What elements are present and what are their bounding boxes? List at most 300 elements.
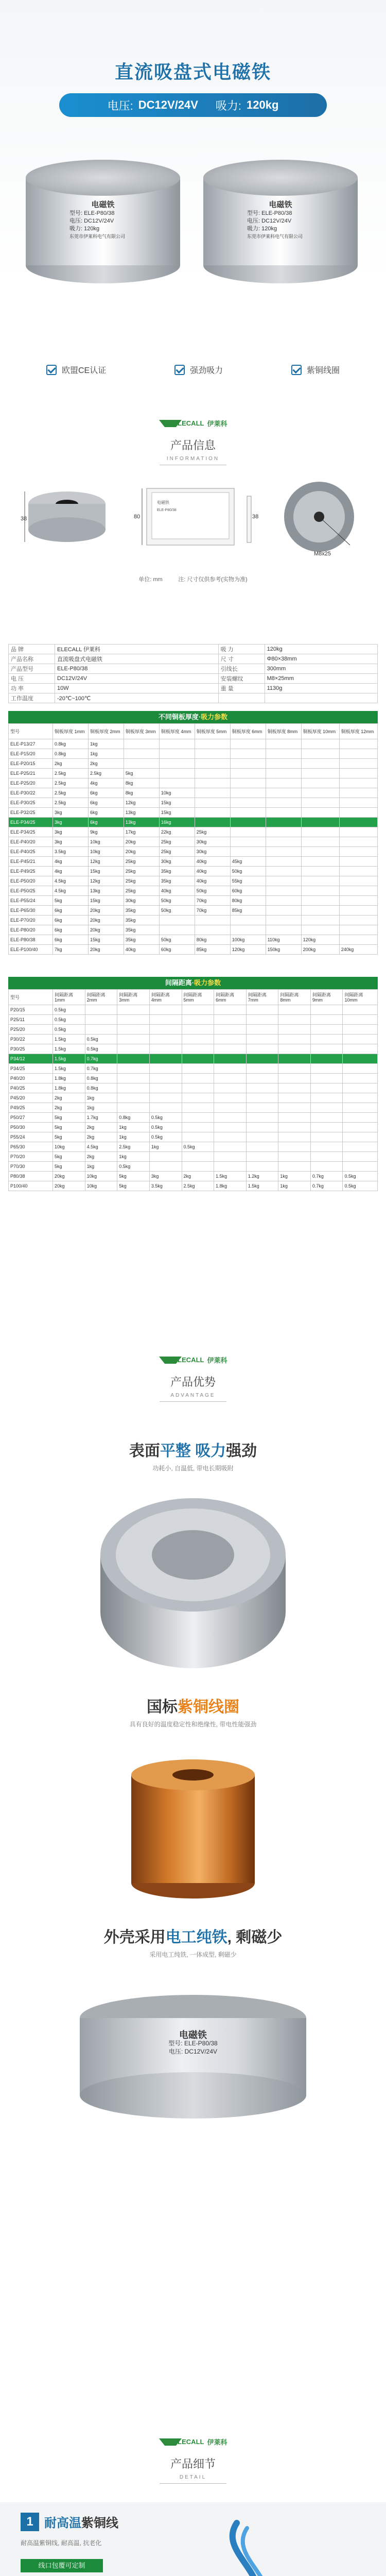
value-cell: 0.5kg <box>53 1015 85 1025</box>
value-cell <box>301 916 339 925</box>
value-cell <box>182 1123 214 1132</box>
value-cell <box>301 808 339 818</box>
table-row <box>9 808 378 818</box>
value-cell <box>85 1005 117 1015</box>
value-cell: 40kg <box>124 945 159 955</box>
spec-value: DC12V/24V <box>55 674 219 684</box>
value-cell <box>214 1123 247 1132</box>
value-cell: 50kg <box>195 886 230 896</box>
value-cell <box>310 1132 343 1142</box>
value-cell: 4.5kg <box>85 1142 117 1152</box>
spec-value: 1130g <box>265 684 377 693</box>
model-cell: P80/38 <box>9 1172 53 1181</box>
value-cell <box>339 886 377 896</box>
value-cell: 2kg <box>182 1172 214 1181</box>
value-cell <box>343 1025 378 1035</box>
value-cell: 85kg <box>195 945 230 955</box>
value-cell <box>246 1035 278 1044</box>
value-cell <box>301 759 339 769</box>
model-cell: P40/20 <box>9 1074 53 1083</box>
model-cell: ELE-P49/25 <box>9 867 53 876</box>
table-row <box>9 1093 378 1103</box>
value-cell <box>339 827 377 837</box>
value-cell: 0.5kg <box>343 1181 378 1191</box>
value-cell <box>266 857 301 867</box>
column-header: 铜板厚度 4mm <box>159 724 195 739</box>
hero-product-images <box>21 149 365 304</box>
value-cell <box>310 1054 343 1064</box>
value-cell <box>278 1093 310 1103</box>
table2-title-bar: 间隔距离·吸力参数 <box>8 977 378 989</box>
spec-value <box>265 693 377 703</box>
value-cell <box>278 1162 310 1172</box>
model-cell: ELE-P34/25 <box>9 827 53 837</box>
value-cell <box>278 1015 310 1025</box>
model-cell: ELE-P40/25 <box>9 847 53 857</box>
magnet-side-image <box>80 1974 306 2119</box>
table-row <box>9 1005 378 1015</box>
value-cell: 0.5kg <box>343 1172 378 1181</box>
value-cell <box>117 1083 150 1093</box>
value-cell: 120kg <box>301 935 339 945</box>
table-row <box>9 867 378 876</box>
value-cell <box>230 808 266 818</box>
voltage-value: DC12V/24V <box>138 98 198 111</box>
value-cell <box>266 906 301 916</box>
value-cell: 0.5kg <box>85 1035 117 1044</box>
column-header: 铜板厚度 2mm <box>88 724 124 739</box>
detail-card-1 <box>0 2502 386 2576</box>
feature-ce: 欧盟CE认证 <box>46 364 106 376</box>
value-cell: 1.5kg <box>214 1172 247 1181</box>
value-cell: 7kg <box>53 945 89 955</box>
value-cell <box>149 1044 182 1054</box>
value-cell: 22kg <box>159 827 195 837</box>
value-cell: 1.5kg <box>53 1054 85 1064</box>
magnet-label: 电磁铁 型号: ELE-P80/38 电压: DC12V/24V 吸力: 120kg 东莞市伊莱科电气有限公司 <box>69 200 126 239</box>
value-cell <box>246 1044 278 1054</box>
value-cell: 40kg <box>195 867 230 876</box>
table-row <box>9 857 378 867</box>
feature-force: 强劲吸力 <box>174 364 223 376</box>
value-cell: 60kg <box>230 886 266 896</box>
value-cell: 3.5kg <box>53 847 89 857</box>
value-cell: 2.5kg <box>53 798 89 808</box>
value-cell <box>343 1093 378 1103</box>
model-cell: ELE-P50/25 <box>9 886 53 896</box>
value-cell: 0.5kg <box>85 1044 117 1054</box>
value-cell <box>266 886 301 896</box>
value-cell <box>214 1064 247 1074</box>
value-cell: 3.5kg <box>149 1181 182 1191</box>
value-cell: 0.5kg <box>149 1132 182 1142</box>
model-cell: P25/20 <box>9 1025 53 1035</box>
model-cell: P70/30 <box>9 1162 53 1172</box>
value-cell <box>182 1132 214 1142</box>
value-cell <box>310 1123 343 1132</box>
model-cell: P65/30 <box>9 1142 53 1152</box>
value-cell <box>266 759 301 769</box>
advantage-sub-1: 功耗小, 自温低, 带电长期吸附 <box>152 1464 234 1472</box>
value-cell: 6kg <box>53 916 89 925</box>
unit-note: 单位: mm 注: 尺寸仅供参考(实物为准) <box>138 577 248 583</box>
value-cell: 15kg <box>88 935 124 945</box>
value-cell: 5kg <box>53 1152 85 1162</box>
value-cell: 3kg <box>53 808 89 818</box>
model-cell: ELE-P40/20 <box>9 837 53 847</box>
value-cell <box>230 788 266 798</box>
table-row <box>9 1132 378 1142</box>
value-cell <box>266 739 301 749</box>
model-cell: ELE-P34/25 <box>9 818 53 827</box>
value-cell <box>246 1083 278 1093</box>
value-cell <box>214 1152 247 1162</box>
value-cell <box>310 1025 343 1035</box>
value-cell: 16kg <box>159 818 195 827</box>
value-cell <box>278 1064 310 1074</box>
advantage-headline-3: 外壳采用电工纯铁, 剩磁少 <box>103 1928 283 1946</box>
model-cell: P100/40 <box>9 1181 53 1191</box>
value-cell <box>182 1074 214 1083</box>
spec-key: 电 压 <box>9 674 55 684</box>
advantage-section <box>0 1355 386 2119</box>
value-cell <box>182 1005 214 1015</box>
value-cell <box>266 876 301 886</box>
table-row <box>9 1083 378 1093</box>
value-cell: 45kg <box>230 857 266 867</box>
value-cell <box>214 1083 247 1093</box>
value-cell: 5kg <box>117 1172 150 1181</box>
value-cell <box>182 1035 214 1044</box>
value-cell <box>117 1035 150 1044</box>
table-row <box>9 739 378 749</box>
value-cell <box>310 1044 343 1054</box>
value-cell <box>246 1113 278 1123</box>
value-cell <box>149 1005 182 1015</box>
value-cell: 0.5kg <box>53 1025 85 1035</box>
column-header: 间隔距离 7mm <box>246 990 278 1005</box>
value-cell <box>266 769 301 778</box>
value-cell: 5kg <box>117 1181 150 1191</box>
value-cell <box>266 867 301 876</box>
column-header-model: 型号 <box>9 990 53 1005</box>
column-header: 间隔距离 1mm <box>53 990 85 1005</box>
model-cell: P20/15 <box>9 1005 53 1015</box>
value-cell <box>149 1074 182 1083</box>
value-cell <box>230 827 266 837</box>
value-cell <box>301 788 339 798</box>
value-cell: 6kg <box>53 906 89 916</box>
model-cell: ELE-P25/21 <box>9 769 53 778</box>
value-cell <box>278 1113 310 1123</box>
spec-table <box>8 644 378 703</box>
value-cell <box>339 759 377 769</box>
magnet-side-label: 电磁铁 型号: ELE-P80/38 电压: DC12V/24V <box>168 2029 218 2055</box>
detail-title-1: 1 耐高温 紫铜线 <box>21 2513 118 2531</box>
value-cell <box>266 798 301 808</box>
value-cell: 70kg <box>195 896 230 906</box>
spec-key: 品 牌 <box>9 645 55 654</box>
value-cell <box>343 1132 378 1142</box>
model-cell: P50/27 <box>9 1113 53 1123</box>
column-header: 间隔距离 2mm <box>85 990 117 1005</box>
value-cell: 120kg <box>230 945 266 955</box>
value-cell: 20kg <box>53 1181 85 1191</box>
model-cell: ELE-P65/30 <box>9 906 53 916</box>
model-cell: P45/20 <box>9 1093 53 1103</box>
value-cell: 0.7kg <box>85 1064 117 1074</box>
value-cell <box>301 739 339 749</box>
value-cell: 6kg <box>88 798 124 808</box>
value-cell <box>301 886 339 896</box>
value-cell <box>246 1064 278 1074</box>
spec-key <box>218 693 265 703</box>
value-cell: 4kg <box>53 867 89 876</box>
value-cell <box>343 1113 378 1123</box>
value-cell <box>301 749 339 759</box>
value-cell: 1kg <box>278 1181 310 1191</box>
value-cell: 4kg <box>88 778 124 788</box>
table-row <box>9 818 378 827</box>
table-row <box>9 1162 378 1172</box>
value-cell <box>301 798 339 808</box>
value-cell <box>159 749 195 759</box>
value-cell: 40kg <box>195 857 230 867</box>
value-cell: 35kg <box>124 906 159 916</box>
divider <box>160 1401 226 1402</box>
value-cell <box>214 1162 247 1172</box>
value-cell <box>214 1044 247 1054</box>
table-row <box>9 1074 378 1083</box>
table-row <box>9 1025 378 1035</box>
value-cell <box>278 1044 310 1054</box>
value-cell: 0.7kg <box>85 1054 117 1064</box>
value-cell <box>343 1103 378 1113</box>
detail-section <box>0 2437 386 2576</box>
value-cell <box>266 827 301 837</box>
value-cell <box>117 1103 150 1113</box>
value-cell <box>266 847 301 857</box>
value-cell: 15kg <box>88 867 124 876</box>
table-row <box>9 1123 378 1132</box>
column-header: 间隔距离 4mm <box>149 990 182 1005</box>
value-cell <box>182 1093 214 1103</box>
section-subtitle: ADVANTAGE <box>170 1392 216 1398</box>
value-cell: 2kg <box>88 759 124 769</box>
value-cell: 1kg <box>149 1142 182 1152</box>
column-header: 间隔距离 9mm <box>310 990 343 1005</box>
value-cell <box>278 1132 310 1142</box>
value-cell <box>182 1064 214 1074</box>
spec-row <box>9 664 378 674</box>
value-cell: 10kg <box>159 788 195 798</box>
value-cell <box>117 1015 150 1025</box>
value-cell <box>310 1162 343 1172</box>
value-cell <box>266 778 301 788</box>
value-cell: 2.5kg <box>117 1142 150 1152</box>
value-cell <box>343 1064 378 1074</box>
value-cell: 20kg <box>124 837 159 847</box>
value-cell <box>214 1035 247 1044</box>
value-cell <box>339 916 377 925</box>
value-cell <box>278 1103 310 1113</box>
value-cell <box>278 1074 310 1083</box>
value-cell: 1.5kg <box>246 1181 278 1191</box>
model-cell: ELE-P15/20 <box>9 749 53 759</box>
value-cell <box>117 1064 150 1074</box>
value-cell <box>343 1083 378 1093</box>
value-cell <box>195 818 230 827</box>
value-cell: 3kg <box>149 1172 182 1181</box>
svg-text:电磁铁: 电磁铁 <box>157 500 169 505</box>
model-cell: P49/25 <box>9 1103 53 1113</box>
value-cell: 50kg <box>159 896 195 906</box>
spec-value: Φ80×38mm <box>265 654 377 664</box>
copper-coil-image <box>116 1739 270 1909</box>
value-cell <box>339 847 377 857</box>
value-cell <box>214 1142 247 1152</box>
value-cell: 4kg <box>53 857 89 867</box>
logo-icon <box>159 2438 170 2446</box>
value-cell <box>246 1093 278 1103</box>
value-cell <box>278 1005 310 1015</box>
value-cell: 35kg <box>124 935 159 945</box>
value-cell <box>246 1005 278 1015</box>
value-cell: 30kg <box>195 837 230 847</box>
logo-icon <box>159 420 170 427</box>
value-cell: 35kg <box>159 867 195 876</box>
model-cell: ELE-P30/22 <box>9 788 53 798</box>
value-cell <box>182 1054 214 1064</box>
spec-value: 120kg <box>265 645 377 654</box>
value-cell <box>117 1044 150 1054</box>
value-cell <box>214 1054 247 1064</box>
value-cell <box>301 769 339 778</box>
value-cell <box>230 769 266 778</box>
value-cell <box>339 778 377 788</box>
value-cell: 20kg <box>88 906 124 916</box>
value-cell: 2kg <box>85 1152 117 1162</box>
section-title: 产品信息 <box>170 438 216 452</box>
value-cell: 20kg <box>53 1172 85 1181</box>
table-row <box>9 847 378 857</box>
model-cell: P70/20 <box>9 1152 53 1162</box>
value-cell <box>159 916 195 925</box>
value-cell: 1.5kg <box>53 1044 85 1054</box>
hero-title: 直流吸盘式电磁铁 <box>114 61 271 82</box>
value-cell: 25kg <box>159 837 195 847</box>
value-cell <box>149 1054 182 1064</box>
value-cell <box>195 925 230 935</box>
gap-distance-section <box>0 977 386 1191</box>
value-cell: 2.5kg <box>53 769 89 778</box>
value-cell: 0.5kg <box>149 1123 182 1132</box>
value-cell: 15kg <box>159 808 195 818</box>
value-cell: 25kg <box>124 867 159 876</box>
value-cell <box>182 1162 214 1172</box>
value-cell <box>310 1083 343 1093</box>
magnet-front-image <box>85 1488 301 1673</box>
spec-row <box>9 654 378 664</box>
value-cell <box>195 759 230 769</box>
value-cell <box>214 1015 247 1025</box>
value-cell: 15kg <box>159 798 195 808</box>
value-cell: 1.8kg <box>214 1181 247 1191</box>
value-cell: 12kg <box>124 798 159 808</box>
value-cell <box>214 1132 247 1142</box>
value-cell <box>124 759 159 769</box>
spec-row <box>9 684 378 693</box>
model-cell: ELE-P100/40 <box>9 945 53 955</box>
value-cell: 5kg <box>53 1162 85 1172</box>
value-cell: 6kg <box>53 935 89 945</box>
value-cell <box>301 876 339 886</box>
table-row <box>9 1172 378 1181</box>
voltage-label: 电压: <box>107 99 133 112</box>
model-cell: ELE-P13/27 <box>9 739 53 749</box>
value-cell: 0.5kg <box>182 1142 214 1152</box>
model-cell: ELE-P30/25 <box>9 798 53 808</box>
value-cell <box>339 808 377 818</box>
spec-value: ELECALL 伊莱科 <box>55 645 219 654</box>
brand-logo: ELECALL 伊莱科 <box>159 1355 227 1365</box>
column-header: 间隔距离 3mm <box>117 990 150 1005</box>
value-cell: 5kg <box>53 896 89 906</box>
brand-logo: ELECALL 伊莱科 <box>159 418 227 428</box>
value-cell: 1kg <box>117 1132 150 1142</box>
section-title: 产品细节 <box>170 2457 216 2470</box>
value-cell: 20kg <box>88 925 124 935</box>
value-cell <box>339 788 377 798</box>
table-row <box>9 925 378 935</box>
value-cell <box>343 1142 378 1152</box>
magnet-image-right <box>203 160 358 289</box>
value-cell: 13kg <box>124 818 159 827</box>
advantage-sub-2: 具有良好的温度稳定性和绝缘性, 带电性能强劲 <box>129 1720 257 1728</box>
wire-image <box>206 2513 360 2576</box>
value-cell: 9kg <box>88 827 124 837</box>
value-cell <box>310 1035 343 1044</box>
value-cell <box>214 1005 247 1015</box>
column-header: 间隔距离 5mm <box>182 990 214 1005</box>
value-cell <box>301 778 339 788</box>
value-cell: 70kg <box>195 906 230 916</box>
table-row <box>9 1181 378 1191</box>
value-cell: 1.8kg <box>53 1083 85 1093</box>
value-cell <box>214 1093 247 1103</box>
spec-key: 吸 力 <box>218 645 265 654</box>
copper-thickness-table <box>8 723 378 955</box>
value-cell <box>266 837 301 847</box>
value-cell <box>343 1054 378 1064</box>
section-header-advantage <box>0 1355 386 1402</box>
value-cell <box>246 1025 278 1035</box>
value-cell: 20kg <box>124 847 159 857</box>
value-cell: 50kg <box>159 906 195 916</box>
value-cell: 2kg <box>53 759 89 769</box>
value-cell <box>149 1083 182 1093</box>
spec-value: M8×25mm <box>265 674 377 684</box>
value-cell: 5kg <box>53 1123 85 1132</box>
value-cell: 1kg <box>117 1123 150 1132</box>
value-cell: 6kg <box>88 788 124 798</box>
value-cell <box>278 1123 310 1132</box>
table-row <box>9 1142 378 1152</box>
hero-spec-pill <box>59 93 327 117</box>
value-cell <box>214 1113 247 1123</box>
value-cell <box>246 1162 278 1172</box>
value-cell <box>301 857 339 867</box>
